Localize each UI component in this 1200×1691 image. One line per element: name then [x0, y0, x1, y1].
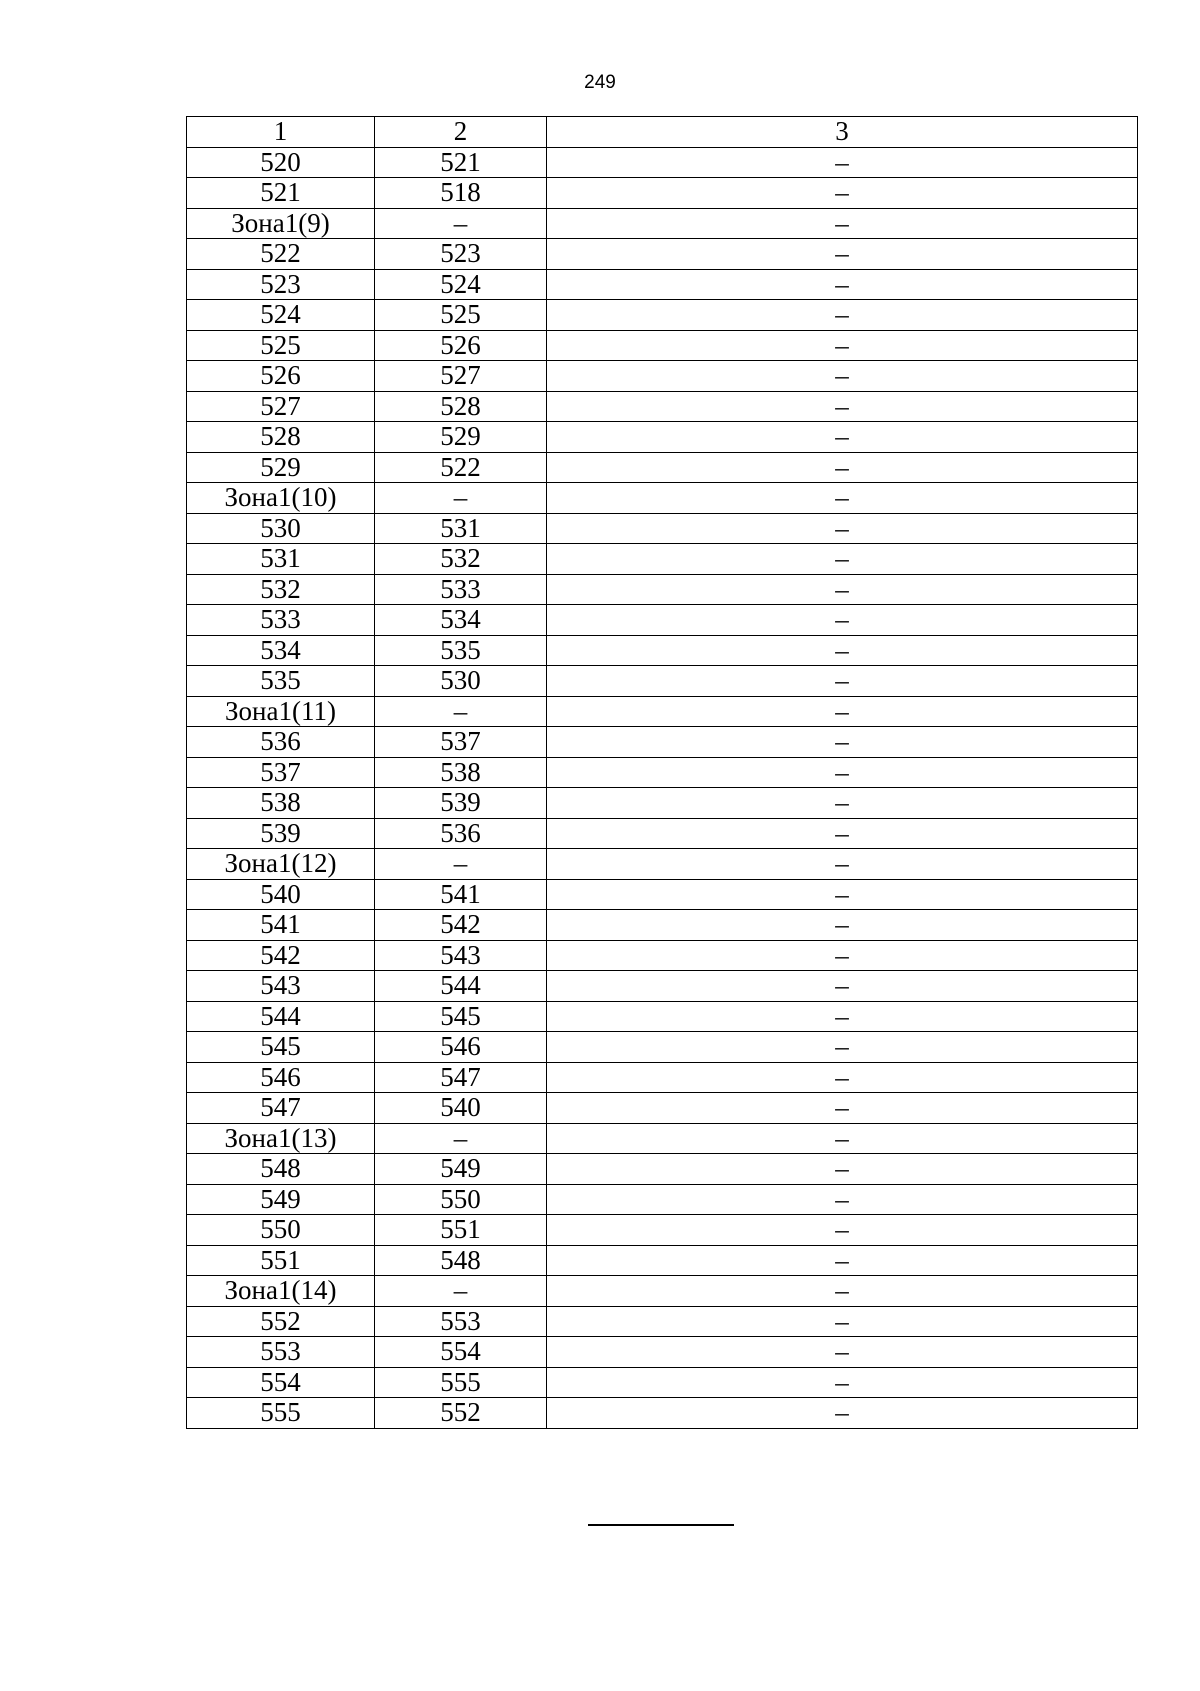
table-row — [187, 239, 1138, 270]
table-cell-col-3: – — [547, 1093, 1138, 1124]
table-cell-col-3: – — [547, 1062, 1138, 1093]
table-row — [187, 544, 1138, 575]
table-cell-col-2: 522 — [375, 452, 547, 483]
table-cell-col-2: 521 — [375, 147, 547, 178]
table-cell-col-1: 545 — [187, 1032, 375, 1063]
table-cell-col-1: Зона1(14) — [187, 1276, 375, 1307]
table-cell-col-2: 535 — [375, 635, 547, 666]
table-cell-col-1: 539 — [187, 818, 375, 849]
table-row — [187, 635, 1138, 666]
table-cell-col-3: – — [547, 208, 1138, 239]
table-cell-col-1: 524 — [187, 300, 375, 331]
table-cell-col-3: – — [547, 330, 1138, 361]
table-cell-col-2: 529 — [375, 422, 547, 453]
table-cell-col-1: 542 — [187, 940, 375, 971]
table-row — [187, 940, 1138, 971]
table-cell-col-3: – — [547, 727, 1138, 758]
table-cell-col-3: – — [547, 605, 1138, 636]
table-cell-col-3: – — [547, 452, 1138, 483]
table-cell-col-2: 554 — [375, 1337, 547, 1368]
table-row — [187, 391, 1138, 422]
table-row — [187, 1123, 1138, 1154]
table-row — [187, 1367, 1138, 1398]
table-cell-col-3: – — [547, 1276, 1138, 1307]
table-cell-col-1: 552 — [187, 1306, 375, 1337]
table-row — [187, 1062, 1138, 1093]
table-cell-col-1: 541 — [187, 910, 375, 941]
table-row — [187, 513, 1138, 544]
table-cell-col-2: – — [375, 849, 547, 880]
table-cell-col-3: – — [547, 696, 1138, 727]
table-cell-col-1: 538 — [187, 788, 375, 819]
table-cell-col-2: 528 — [375, 391, 547, 422]
table-cell-col-2: 534 — [375, 605, 547, 636]
table-cell-col-2: 526 — [375, 330, 547, 361]
table-cell-col-3: – — [547, 178, 1138, 209]
table-cell-col-1: 537 — [187, 757, 375, 788]
table-cell-col-2: 553 — [375, 1306, 547, 1337]
table-cell-col-1: 531 — [187, 544, 375, 575]
table-cell-col-2: 518 — [375, 178, 547, 209]
table-cell-col-1: 529 — [187, 452, 375, 483]
page-number: 249 — [584, 72, 616, 93]
table-cell-col-2: 552 — [375, 1398, 547, 1429]
table-cell-col-2: 542 — [375, 910, 547, 941]
table-row — [187, 757, 1138, 788]
table-cell-col-1: 532 — [187, 574, 375, 605]
table-cell-col-1: 551 — [187, 1245, 375, 1276]
table-row — [187, 1398, 1138, 1429]
table-row — [187, 178, 1138, 209]
table-cell-col-1: 520 — [187, 147, 375, 178]
table-cell-col-2: 525 — [375, 300, 547, 331]
table-row — [187, 483, 1138, 514]
table-cell-col-1: 543 — [187, 971, 375, 1002]
table-cell-col-2: 550 — [375, 1184, 547, 1215]
table-cell-col-2: 549 — [375, 1154, 547, 1185]
table-cell-col-3: – — [547, 879, 1138, 910]
table-cell-col-2: 533 — [375, 574, 547, 605]
table-cell-col-3: – — [547, 788, 1138, 819]
table-cell-col-3: – — [547, 269, 1138, 300]
table-cell-col-1: 523 — [187, 269, 375, 300]
table-cell-col-3: – — [547, 574, 1138, 605]
table-row — [187, 452, 1138, 483]
table-cell-col-3: – — [547, 940, 1138, 971]
table-cell-col-2: – — [375, 483, 547, 514]
table-cell-col-3: – — [547, 910, 1138, 941]
table-cell-col-3: – — [547, 544, 1138, 575]
table-cell-col-2: 538 — [375, 757, 547, 788]
table-cell-col-2: 536 — [375, 818, 547, 849]
table-cell-col-1: 535 — [187, 666, 375, 697]
table-cell-col-1: 547 — [187, 1093, 375, 1124]
table-row — [187, 361, 1138, 392]
table-cell-col-1: 526 — [187, 361, 375, 392]
table-body — [187, 117, 1138, 1429]
table-cell-col-2: 543 — [375, 940, 547, 971]
table-cell-col-1: 553 — [187, 1337, 375, 1368]
table-cell-col-1: Зона1(11) — [187, 696, 375, 727]
table-cell-col-1: Зона1(9) — [187, 208, 375, 239]
table-cell-col-2: 531 — [375, 513, 547, 544]
table-row — [187, 1245, 1138, 1276]
table-cell-col-2: 530 — [375, 666, 547, 697]
table-row — [187, 422, 1138, 453]
table-row — [187, 1032, 1138, 1063]
table-row — [187, 208, 1138, 239]
table-cell-col-1: 548 — [187, 1154, 375, 1185]
table-cell-col-1: 533 — [187, 605, 375, 636]
table-cell-col-1: Зона1(13) — [187, 1123, 375, 1154]
table-row — [187, 330, 1138, 361]
table-row — [187, 1276, 1138, 1307]
table-cell-col-3: – — [547, 391, 1138, 422]
table-cell-col-2: – — [375, 1276, 547, 1307]
table-row — [187, 1154, 1138, 1185]
table-cell-col-1: 550 — [187, 1215, 375, 1246]
table-cell-col-1: 528 — [187, 422, 375, 453]
table-cell-col-1: 544 — [187, 1001, 375, 1032]
table-cell-col-3: – — [547, 483, 1138, 514]
table-cell-col-3: – — [547, 849, 1138, 880]
table-row — [187, 300, 1138, 331]
table-cell-col-1: Зона1(12) — [187, 849, 375, 880]
footer-rule — [588, 1524, 734, 1526]
table-row — [187, 1215, 1138, 1246]
table-cell-col-3: – — [547, 1337, 1138, 1368]
table-cell-col-1: 527 — [187, 391, 375, 422]
table-cell-col-3: – — [547, 1367, 1138, 1398]
column-header-1: 1 — [187, 117, 375, 148]
table-cell-col-1: 525 — [187, 330, 375, 361]
table-cell-col-3: – — [547, 1215, 1138, 1246]
table-cell-col-1: 540 — [187, 879, 375, 910]
table-cell-col-1: 554 — [187, 1367, 375, 1398]
table-cell-col-3: – — [547, 1306, 1138, 1337]
table-cell-col-1: 530 — [187, 513, 375, 544]
table-row — [187, 1306, 1138, 1337]
table-cell-col-3: – — [547, 1001, 1138, 1032]
table-cell-col-1: 521 — [187, 178, 375, 209]
table-cell-col-2: 532 — [375, 544, 547, 575]
table-row — [187, 574, 1138, 605]
table-cell-col-3: – — [547, 1398, 1138, 1429]
table-cell-col-2: 541 — [375, 879, 547, 910]
table-row — [187, 666, 1138, 697]
table-cell-col-2: 545 — [375, 1001, 547, 1032]
column-header-3: 3 — [547, 117, 1138, 148]
table-row — [187, 1337, 1138, 1368]
table-cell-col-2: 548 — [375, 1245, 547, 1276]
table-row — [187, 1184, 1138, 1215]
table-cell-col-3: – — [547, 513, 1138, 544]
table-row — [187, 1093, 1138, 1124]
table-cell-col-3: – — [547, 635, 1138, 666]
table-cell-col-2: 523 — [375, 239, 547, 270]
table-row — [187, 269, 1138, 300]
table-row — [187, 879, 1138, 910]
table-row — [187, 849, 1138, 880]
table-cell-col-2: 527 — [375, 361, 547, 392]
table-cell-col-3: – — [547, 1032, 1138, 1063]
table-cell-col-1: 536 — [187, 727, 375, 758]
table-row — [187, 818, 1138, 849]
table-cell-col-2: – — [375, 208, 547, 239]
table-row — [187, 971, 1138, 1002]
table-cell-col-1: 549 — [187, 1184, 375, 1215]
table-cell-col-1: Зона1(10) — [187, 483, 375, 514]
table-cell-col-3: – — [547, 1184, 1138, 1215]
table-row — [187, 696, 1138, 727]
table-row — [187, 727, 1138, 758]
table-cell-col-3: – — [547, 818, 1138, 849]
table-cell-col-2: 551 — [375, 1215, 547, 1246]
table-cell-col-2: 537 — [375, 727, 547, 758]
table-cell-col-3: – — [547, 361, 1138, 392]
table-cell-col-3: – — [547, 300, 1138, 331]
column-header-2: 2 — [375, 117, 547, 148]
table-cell-col-3: – — [547, 1245, 1138, 1276]
table-row — [187, 910, 1138, 941]
data-table — [186, 116, 1138, 1429]
table-cell-col-3: – — [547, 757, 1138, 788]
table-cell-col-2: 547 — [375, 1062, 547, 1093]
table-cell-col-1: 534 — [187, 635, 375, 666]
table-cell-col-2: 539 — [375, 788, 547, 819]
table-row — [187, 788, 1138, 819]
table-cell-col-3: – — [547, 971, 1138, 1002]
table-cell-col-3: – — [547, 147, 1138, 178]
table-row — [187, 1001, 1138, 1032]
table-cell-col-3: – — [547, 1154, 1138, 1185]
table-cell-col-3: – — [547, 666, 1138, 697]
table-cell-col-3: – — [547, 239, 1138, 270]
table-cell-col-2: 540 — [375, 1093, 547, 1124]
table-cell-col-1: 546 — [187, 1062, 375, 1093]
table-cell-col-2: 546 — [375, 1032, 547, 1063]
table-row — [187, 605, 1138, 636]
table-cell-col-1: 555 — [187, 1398, 375, 1429]
table-cell-col-1: 522 — [187, 239, 375, 270]
table-cell-col-2: 544 — [375, 971, 547, 1002]
table-header-row — [187, 117, 1138, 148]
table-cell-col-3: – — [547, 1123, 1138, 1154]
table-cell-col-2: 555 — [375, 1367, 547, 1398]
table-row — [187, 147, 1138, 178]
table-cell-col-2: 524 — [375, 269, 547, 300]
table-cell-col-2: – — [375, 1123, 547, 1154]
table-cell-col-3: – — [547, 422, 1138, 453]
table-cell-col-2: – — [375, 696, 547, 727]
